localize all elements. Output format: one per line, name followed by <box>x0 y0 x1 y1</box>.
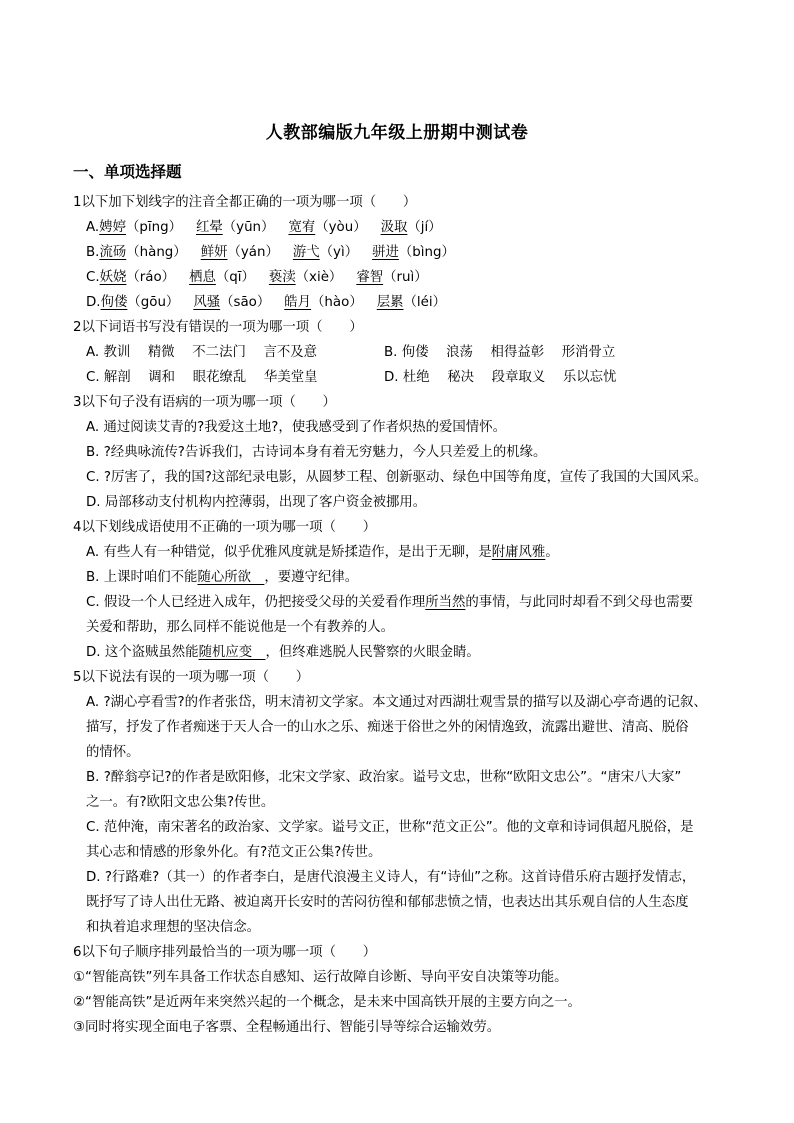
section-heading: 一、单项选择题 <box>73 163 182 181</box>
question-3-stem: 3以下句子没有语病的一项为哪一项（ ） <box>73 395 336 410</box>
question-4-option-c-continued: 关爱和帮助，那么同样不能说他是一个有教养的人。 <box>86 620 394 635</box>
question-5-stem: 5以下说法有误的一项为哪一项（ ） <box>73 670 310 685</box>
question-3-option-d[interactable]: D. 局部移动支付机构内控薄弱，出现了客户资金被挪用。 <box>86 495 427 510</box>
question-5-option-c-line2: 其心志和情感的形象外化。有?范文正公集?传世。 <box>86 845 382 860</box>
question-2-option-b[interactable]: B. 佝偻 浪荡 相得益彰 形消骨立 <box>384 345 616 360</box>
question-4-option-c[interactable]: C. 假设一个人已经进入成年，仍把接受父母的关爱看作理所当然的事情，与此同时却看不到父母也需要 <box>86 595 694 610</box>
underlined-idiom: 所当然 <box>425 595 466 610</box>
question-4-option-a[interactable]: A. 有些人有一种错觉，似乎优雅风度就是矫揉造作，是出于无聊，是附庸风雅。 <box>86 545 559 560</box>
question-5-option-b-line2: 之一。有?欧阳文忠公集?传世。 <box>86 795 275 810</box>
question-1-option-c[interactable]: C.妖娆（ráo） 栖息（qī） 亵渎（xiè） 睿智（ruì） <box>86 270 428 285</box>
question-1-stem: 1以下加下划线字的注音全都正确的一项为哪一项（ ） <box>73 195 417 210</box>
question-4-option-b[interactable]: B. 上课时咱们不能随心所欲 ，要遵守纪律。 <box>86 570 359 585</box>
question-3-option-b[interactable]: B. ?经典咏流传?告诉我们，古诗词本身有着无穷魅力，今人只差爱上的机缘。 <box>86 445 547 460</box>
question-6-stem: 6以下句子顺序排列最恰当的一项为哪一项（ ） <box>73 945 377 960</box>
question-2-option-d[interactable]: D. 杜绝 秘决 段章取义 乐以忘忧 <box>384 370 617 385</box>
question-6-sentence-3: ③同时将实现全面电子客票、全程畅通出行、智能引导等综合运输效劳。 <box>73 1020 501 1035</box>
question-2-stem: 2以下词语书写没有错误的一项为哪一项（ ） <box>73 320 363 335</box>
question-5-option-d-line3: 和执着追求理想的坚决信念。 <box>86 920 261 935</box>
question-3-option-c[interactable]: C. ?厉害了，我的国?这部纪录电影，从圆梦工程、创新驱动、绿色中国等角度，宣传了我国的大国风采。 <box>86 470 708 485</box>
underlined-idiom: 随心所欲 <box>197 570 265 585</box>
underlined-idiom: 附庸风雅 <box>491 545 546 560</box>
underlined-idiom: 随机应变 <box>198 645 266 660</box>
question-5-option-b[interactable]: B. ?醉翁亭记?的作者是欧阳修，北宋文学家、政治家。谥号文忠，世称“欧阳文忠公”。“唐宋八大家” <box>86 770 682 785</box>
question-1-option-a[interactable]: A.娉婷（pīng） 红晕（yūn） 宽宥（yòu） 汲取（jí） <box>86 220 442 235</box>
question-3-option-a[interactable]: A. 通过阅读艾青的?我爱这土地?，使我感受到了作者炽热的爱国情怀。 <box>86 420 506 435</box>
question-4-stem: 4以下划线成语使用不正确的一项为哪一项（ ） <box>73 520 377 535</box>
question-5-option-c[interactable]: C. 范仲淹，南宋著名的政治家、文学家。谥号文正，世称“范文正公”。他的文章和诗词俱超凡脱俗，是 <box>86 820 694 835</box>
question-1-option-d[interactable]: D.佝偻（gōu） 风骚（sāo） 皓月（hào） 层累（léi） <box>86 295 446 310</box>
question-5-option-a-line2: 描写，抒发了作者痴迷于天人合一的山水之乐、痴迷于俗世之外的闲情逸致，流露出避世、清高、脱俗 <box>86 720 689 735</box>
question-6-sentence-2: ②“智能高铁”是近两年来突然兴起的一个概念，是未来中国高铁开展的主要方向之一。 <box>73 995 581 1010</box>
question-5-option-a-line3: 的情怀。 <box>86 745 140 760</box>
question-4-option-d[interactable]: D. 这个盗贼虽然能随机应变 ，但终难逃脱人民警察的火眼金睛。 <box>86 645 480 660</box>
page-title: 人教部编版九年级上册期中测试卷 <box>265 123 529 143</box>
question-2-option-a[interactable]: A. 教训 精微 不二法门 言不及意 <box>86 345 318 360</box>
question-5-option-d[interactable]: D. ?行路难?（其一）的作者李白，是唐代浪漫主义诗人，有“诗仙”之称。这首诗借乐府古题抒发情志， <box>86 870 696 885</box>
question-6-sentence-1: ①“智能高铁”列车具备工作状态自感知、运行故障自诊断、导向平安自决策等功能。 <box>73 970 568 985</box>
question-2-option-c[interactable]: C. 解剖 调和 眼花缭乱 华美堂皇 <box>86 370 318 385</box>
question-5-option-a[interactable]: A. ?湖心亭看雪?的作者张岱，明末清初文学家。本文通过对西湖壮观雪景的描写以及湖心亭奇遇的记叙、 <box>86 695 707 710</box>
question-1-option-b[interactable]: B.流砀（hàng） 鲜妍（yán） 游弋（yì） 骈进（bìng） <box>86 245 455 260</box>
question-5-option-d-line2: 既抒写了诗人出仕无路、被迫离开长安时的苦闷彷徨和郁郁悲愤之情，也表达出其乐观自信的人生态度 <box>86 895 689 910</box>
